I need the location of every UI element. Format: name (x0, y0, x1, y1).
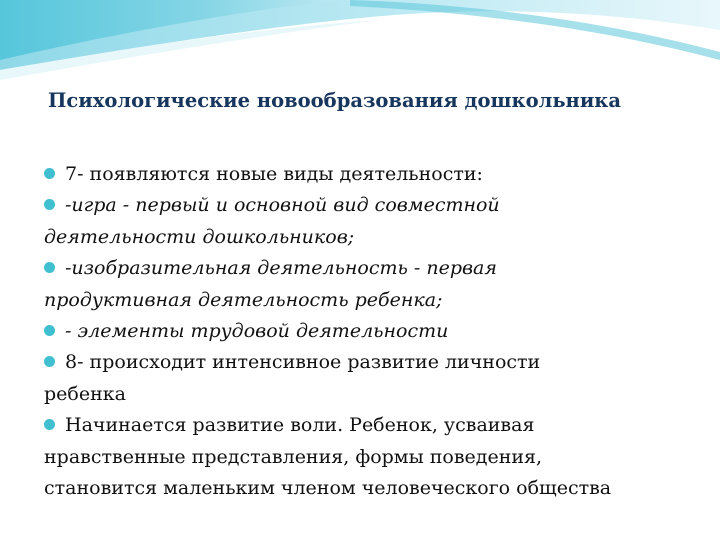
list-item-text-continued: деятельности дошкольников; (44, 225, 355, 248)
list-item-text: 7- появляются новые виды деятельности: (65, 163, 483, 185)
list-item-text-continued: ребенка (44, 382, 126, 405)
list-item-text-continued: становится маленьким членом человеческого общества (44, 477, 612, 500)
list-item (44, 159, 704, 190)
list-item-text: - элементы трудовой деятельности (65, 320, 449, 343)
list-item-text: 8- происходит интенсивное развитие личности (65, 351, 541, 374)
list-item (44, 347, 704, 410)
bullet-icon (44, 262, 55, 273)
list-item-text-continued: нравственные представления, формы поведения, (44, 445, 543, 468)
bullet-icon (44, 419, 55, 430)
list-item (44, 410, 704, 504)
list-item-text: Начинается развитие воли. Ребенок, усваивая (65, 414, 535, 437)
list-item-text: -игра - первый и основной вид совместной (65, 194, 500, 217)
list-item (44, 253, 704, 316)
list-item-text-continued: продуктивная деятельность ребенка; (44, 288, 443, 311)
list-item-text: -изобразительная деятельность - первая (65, 257, 497, 280)
slide-body (44, 159, 704, 504)
bullet-icon (44, 168, 55, 179)
list-item (44, 316, 704, 347)
list-item (44, 190, 704, 253)
bullet-icon (44, 356, 55, 367)
bullet-icon (44, 325, 55, 336)
bullet-icon (44, 199, 55, 210)
slide-title: Психологические новообразования дошкольника (48, 89, 622, 112)
